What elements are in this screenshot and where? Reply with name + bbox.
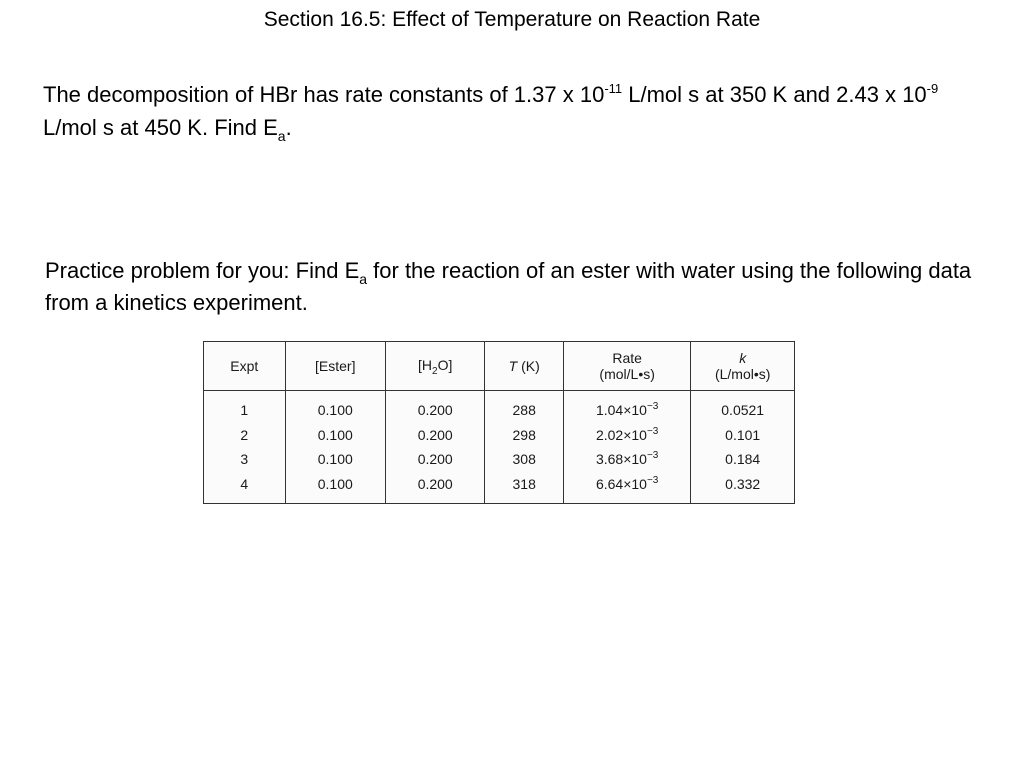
- header-k-unit: (L/mol•s): [714, 366, 771, 382]
- header-temperature: [485, 342, 564, 391]
- problem-text-c: L/mol s at 450 K. Find E: [43, 115, 278, 140]
- practice-text-a: Practice problem for you: Find E: [45, 258, 360, 283]
- cell-ester: 0.100: [285, 472, 385, 504]
- header-rate-line2: (mol/L•s): [599, 366, 655, 382]
- problem-exponent-b: -9: [926, 81, 939, 96]
- header-h2o-a: [H: [418, 356, 433, 373]
- header-k-symbol: k: [739, 350, 747, 366]
- cell-rate-exponent: −3: [646, 400, 659, 412]
- cell-h2o: 0.200: [386, 422, 485, 447]
- table-row: [204, 422, 795, 447]
- cell-k: 0.101: [691, 422, 795, 447]
- cell-ester: 0.100: [285, 422, 385, 447]
- cell-h2o: 0.200: [386, 391, 485, 423]
- header-ester: [Ester]: [285, 342, 385, 391]
- table-row: [204, 472, 795, 504]
- table-row: [204, 391, 795, 423]
- problem-text-b: L/mol s at 350 K and 2.43 x 10: [622, 82, 927, 107]
- header-temp-symbol: T: [508, 358, 518, 374]
- cell-rate-base: 6.64×10: [595, 476, 647, 493]
- cell-expt: 4: [204, 472, 286, 504]
- cell-rate-base: 3.68×10: [595, 451, 647, 468]
- kinetics-table: [203, 341, 795, 504]
- cell-rate-exponent: −3: [646, 475, 659, 487]
- cell-temperature: 298: [485, 422, 564, 447]
- header-expt: Expt: [204, 342, 286, 391]
- cell-rate: [563, 472, 690, 504]
- page-title: Section 16.5: Effect of Temperature on Reaction Rate: [263, 8, 761, 31]
- problem-exponent-a: -11: [604, 81, 623, 96]
- cell-rate-base: 1.04×10: [595, 401, 647, 418]
- header-rate-line1: Rate: [612, 350, 642, 366]
- kinetics-data-table: [203, 341, 795, 504]
- problem-subscript: a: [277, 128, 286, 144]
- cell-expt: 3: [204, 447, 286, 472]
- table-header-row: [204, 342, 795, 391]
- header-h2o-subscript: 2: [432, 365, 438, 377]
- practice-problem-text: [45, 256, 980, 318]
- problem-text-d: .: [285, 115, 292, 140]
- problem-text-a: The decomposition of HBr has rate constants of 1.37 x 10: [43, 82, 605, 107]
- cell-ester: 0.100: [285, 391, 385, 423]
- header-h2o-b: O]: [437, 356, 453, 373]
- cell-k: 0.184: [691, 447, 795, 472]
- header-k: [691, 342, 795, 391]
- cell-rate-exponent: −3: [646, 450, 659, 462]
- cell-expt: 1: [204, 391, 286, 423]
- practice-text-b: for the reaction of an ester with water using the following data from a kinetics experiment.: [45, 258, 972, 315]
- header-temp-unit: (K): [517, 358, 540, 374]
- header-h2o: [386, 342, 485, 391]
- table-row: [204, 447, 795, 472]
- cell-rate-base: 2.02×10: [595, 426, 647, 443]
- cell-k: 0.332: [691, 472, 795, 504]
- cell-temperature: 288: [485, 391, 564, 423]
- cell-k: 0.0521: [691, 391, 795, 423]
- cell-rate: [563, 391, 690, 423]
- cell-rate-exponent: −3: [646, 425, 659, 437]
- cell-temperature: 318: [485, 472, 564, 504]
- cell-h2o: 0.200: [386, 447, 485, 472]
- header-rate: [563, 342, 690, 391]
- cell-rate: [563, 447, 690, 472]
- cell-rate: [563, 422, 690, 447]
- cell-ester: 0.100: [285, 447, 385, 472]
- practice-subscript: a: [359, 271, 368, 287]
- cell-expt: 2: [204, 422, 286, 447]
- hbr-problem-text: [43, 80, 978, 145]
- cell-temperature: 308: [485, 447, 564, 472]
- cell-h2o: 0.200: [386, 472, 485, 504]
